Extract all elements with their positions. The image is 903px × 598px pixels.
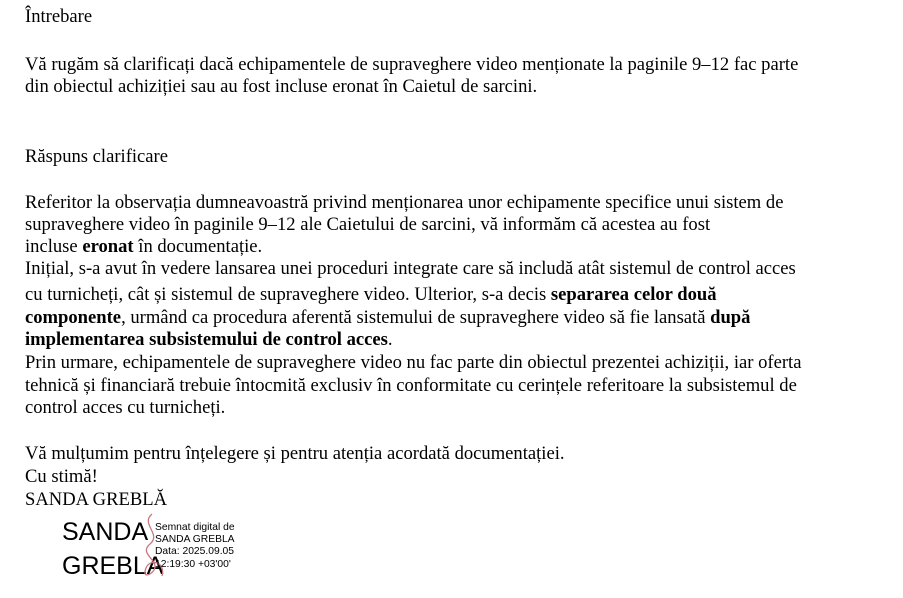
emphasis-separarea: separarea celor două xyxy=(550,284,717,305)
answer-paragraph-line: Inițial, s-a avut în vedere lansarea unei proceduri integrate care să includă atât sistemul de control acces xyxy=(25,258,796,279)
answer-paragraph-line: Prin urmare, echipamentele de supraveghere video nu fac parte din obiectul prezentei achiziții, iar oferta xyxy=(25,352,802,373)
signature-detail-line: Semnat digital de xyxy=(155,522,235,533)
emphasis-dupa: după xyxy=(710,307,751,328)
text-run: , urmând ca procedura aferentă sistemului de supraveghere video să fie lansată xyxy=(121,307,711,328)
emphasis-componente: componente xyxy=(25,307,122,328)
emphasis-implementarea: implementarea subsistemului de control acces xyxy=(25,329,388,350)
answer-paragraph-line xyxy=(25,329,393,351)
signer-name: SANDA GREBLĂ xyxy=(25,489,168,510)
answer-paragraph-line: supraveghere video în paginile 9–12 ale Caietului de sarcini, vă informăm că acestea au fost xyxy=(25,214,711,235)
signature-details xyxy=(155,522,235,571)
text-run: în documentație. xyxy=(133,236,263,257)
question-line: Vă rugăm să clarificați dacă echipamentele de supraveghere video menționate la paginile 9–12 fac parte xyxy=(25,54,799,75)
signature-detail-line: 12:19:30 +03'00' xyxy=(155,558,231,570)
text-run: cu turnichеți, cât și sistemul de supraveghere video. Ulterior, s-a decis xyxy=(25,284,551,305)
answer-paragraph-line xyxy=(25,307,750,329)
question-heading: Întrebare xyxy=(25,6,93,27)
signature-detail-line: SANDA GREBLA xyxy=(155,534,235,546)
answer-paragraph-line: control acces cu turnichеți. xyxy=(25,397,226,418)
emphasis-eronat: eronat xyxy=(82,236,134,257)
signature-detail-line: Data: 2025.09.05 xyxy=(155,546,235,558)
answer-paragraph-line: Referitor la observația dumneavoastră privind menționarea unor echipamente specifice unui sistem de xyxy=(25,192,784,213)
question-line: din obiectul achiziției sau au fost incluse eronat în Caietul de sarcini. xyxy=(25,76,538,97)
closing-thanks: Vă mulțumim pentru înțelegere și pentru atenția acordată documentației. xyxy=(25,443,565,464)
answer-paragraph-line xyxy=(25,284,717,306)
answer-paragraph-line: tehnică și financiară trebuie întocmită exclusiv în conformitate cu cerințele referitoare la subsistemul de xyxy=(25,375,797,396)
answer-heading: Răspuns clarificare xyxy=(25,146,169,167)
signature-first-name: SANDA xyxy=(62,518,149,546)
closing-regards: Cu stimă! xyxy=(25,466,98,487)
digital-signature-block xyxy=(62,516,262,586)
text-run: incluse xyxy=(25,236,83,257)
text-run: . xyxy=(387,329,393,350)
answer-paragraph-line xyxy=(25,236,262,258)
signature-last-name: GREBLA xyxy=(62,552,164,580)
